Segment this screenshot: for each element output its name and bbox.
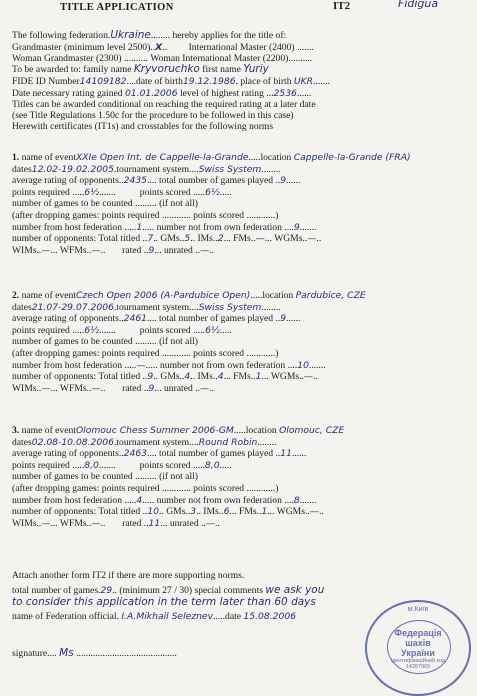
- conditional-note-2: (see Title Regulations 1.50c for the procedure to be followed in this case): [12, 110, 294, 121]
- rating-line: Date necessary rating gained 01.01.2006 level of highest rating ...2536......: [12, 88, 312, 99]
- rating-date-value: 01.01.2006: [124, 88, 178, 99]
- norm-row: number from host federation .....4..... number not from own federation ....8.......: [12, 494, 317, 506]
- host-federation-value: 1: [136, 221, 143, 233]
- norm-row: average rating of opponents..2463.... total number of games played ..11......: [12, 448, 307, 460]
- gm-check-mark: X: [155, 42, 163, 53]
- federation-line: The following federation.Ukraine........ hereby applies for the title of:: [12, 29, 287, 41]
- official-name-value: I.A.Mikhail Seleznev: [121, 611, 214, 622]
- system-value: Swiss System: [198, 301, 262, 313]
- norm-row: (after dropping games: points required ............ points scored ............): [12, 483, 279, 494]
- corner-handwritten-note: Fidigua: [398, 0, 439, 10]
- norm-row: 3. name of eventOlomouc Chess Summer 2006-GM.....location Olomouc, CZE: [12, 425, 345, 436]
- norm-row: WIMs..—... WFMs..—.. rated ..11... unrated ..—..: [12, 517, 220, 529]
- wgm-wim-line: Woman Grandmaster (2300) .......... Woman International Master (2200)..........: [12, 53, 313, 64]
- form-code: IT2: [333, 0, 351, 12]
- dates-value: 21.07-29.07.2006: [31, 301, 114, 313]
- norm-row: number of opponents: Total titled ..9.. GMs..4.. IMs..4... FMs..1... WGMs..—..: [12, 371, 318, 383]
- points-scored-value: 6½: [205, 186, 220, 198]
- event-name-value: Czech Open 2006 (A-Pardubice Open): [75, 290, 251, 301]
- games-played-value: 9: [280, 313, 287, 325]
- official-line: name of Federation official. I.A.Mikhail Seleznev.....date 15.08.2006: [12, 611, 297, 622]
- comment-value-2: to consider this application in the term later than 60 days: [12, 596, 316, 608]
- federation-stamp: [365, 600, 471, 696]
- total-games-value: 29: [100, 585, 113, 596]
- norm-row: number of opponents: Total titled ..7.. GMs..5.. IMs..2... FMs..—... WGMs..—..: [12, 233, 322, 245]
- norm-row: (after dropping games: points required ............ points scored ............): [12, 210, 279, 221]
- comment-line-2: [12, 597, 316, 608]
- points-required-value: 6½: [84, 324, 99, 336]
- avg-rating-value: 2435: [123, 175, 148, 187]
- avg-rating-value: 2461: [123, 313, 148, 325]
- norm-row: WIMs..—... WFMs..—.. rated ..9... unrated ..—..: [12, 382, 214, 394]
- games-played-value: 9: [280, 175, 287, 187]
- certificates-note: Herewith certificates (IT1s) and crosstables for the following norms: [12, 121, 274, 132]
- norm-row: dates02.08-10.08.2006.tournament system....Round Robin........: [12, 436, 277, 448]
- norm-row: average rating of opponents..2435.... total number of games played ..9......: [12, 175, 301, 187]
- fide-id-value: 14109182: [79, 76, 127, 87]
- first-name-value: Yuriy: [243, 63, 269, 75]
- norm-row: number of opponents: Total titled ..10.. GMs..3.. IMs..6... FMs..1... WGMs..—..: [12, 506, 324, 518]
- location-value: Cappelle-la-Grande (FRA): [293, 152, 411, 163]
- event-name-value: Olomouc Chess Summer 2006-GM: [75, 425, 234, 436]
- norm-row: number from host federation .....—..... number not from own federation ....10.......: [12, 359, 326, 371]
- name-line: To be awarded to: family name Kryvoruchko first name Yuriy: [12, 63, 269, 75]
- points-required-value: 8,0: [84, 459, 99, 471]
- official-date-value: 15.08.2006: [243, 611, 297, 622]
- norm-row: 1. name of eventXXIe Open Int. de Cappelle-la-Grande.....location Cappelle-la-Grande (FRA): [12, 152, 411, 163]
- norm-row: number of games to be counted ......... (if not all): [12, 471, 198, 483]
- norm-row: points required .....6½....... points scored .....6½.....: [12, 186, 232, 198]
- family-name-value: Kryvoruchko: [133, 63, 200, 75]
- system-value: Swiss System: [198, 163, 262, 175]
- conditional-note-1: Titles can be awarded conditional on reaching the required rating at a later date: [12, 99, 316, 110]
- not-host-value: 10: [297, 359, 309, 371]
- system-value: Round Robin: [198, 436, 258, 448]
- not-host-value: 8: [293, 494, 300, 506]
- norm-row: 2. name of eventCzech Open 2006 (A-Pardubice Open).....location Pardubice, CZE: [12, 290, 366, 301]
- location-value: Olomouc, CZE: [279, 425, 345, 436]
- gm-im-line: Grandmaster (minimum level 2500)..X.. International Master (2400) .......: [12, 42, 314, 53]
- norm-row: number from host federation .....1..... number not from own federation ....9.......: [12, 221, 317, 233]
- norm-row: dates21.07-29.07.2006.tournament system....Swiss System........: [12, 301, 281, 313]
- norm-row: number of games to be counted ......... (if not all): [12, 198, 198, 210]
- attach-note: Attach another form IT2 if there are more supporting norms.: [12, 570, 245, 581]
- form-title: TITLE APPLICATION: [60, 2, 174, 13]
- birth-place-value: UKR: [293, 76, 314, 87]
- norm-row: average rating of opponents..2461.... total number of games played ..9......: [12, 313, 301, 325]
- stamp-code: ідентифікаційний код 14287965: [390, 658, 446, 670]
- avg-rating-value: 2463: [123, 448, 148, 460]
- federation-value: Ukraine: [110, 29, 151, 41]
- stamp-title: Федерація шахів України: [394, 628, 442, 658]
- points-required-value: 6½: [84, 186, 99, 198]
- total-games-line: total number of games.29.. (minimum 27 / 30) special comments we ask you: [12, 584, 325, 596]
- norm-row: number of games to be counted ......... (if not all): [12, 336, 198, 348]
- stamp-ring-text: м.Київ: [407, 606, 429, 613]
- location-value: Pardubice, CZE: [295, 290, 366, 301]
- birth-date-value: 19.12.1986: [182, 76, 236, 87]
- not-host-value: 9: [293, 221, 300, 233]
- event-name-value: XXIe Open Int. de Cappelle-la-Grande: [75, 152, 249, 163]
- norm-row: (after dropping games: points required ............ points scored ............): [12, 348, 279, 359]
- points-scored-value: 8,0: [204, 459, 220, 471]
- norm-row: WIMs..—... WFMs..—.. rated ..9... unrated ..—..: [12, 244, 214, 256]
- norm-row: points required .....8,0....... points scored .....8,0.....: [12, 459, 232, 471]
- highest-rating-value: 2536: [273, 88, 297, 99]
- signature-value: Ms: [59, 647, 74, 659]
- fide-line: FIDE ID Number14109182....date of birth19.12.1986. place of birth UKR.......: [12, 76, 330, 87]
- host-federation-value: 4: [136, 494, 143, 506]
- norm-row: dates12.02-19.02.2005.tournament system....Swiss System........: [12, 163, 281, 175]
- dates-value: 02.08-10.08.2006: [31, 436, 114, 448]
- signature-line: signature.... Ms ..........................................: [12, 647, 177, 659]
- norm-row: points required .....6½....... points scored .....6½.....: [12, 324, 232, 336]
- dates-value: 12.02-19.02.2005: [31, 163, 114, 175]
- games-played-value: 11: [280, 448, 292, 460]
- comment-value-1: we ask you: [265, 584, 325, 596]
- points-scored-value: 6½: [205, 324, 220, 336]
- host-federation-value: —: [136, 359, 146, 371]
